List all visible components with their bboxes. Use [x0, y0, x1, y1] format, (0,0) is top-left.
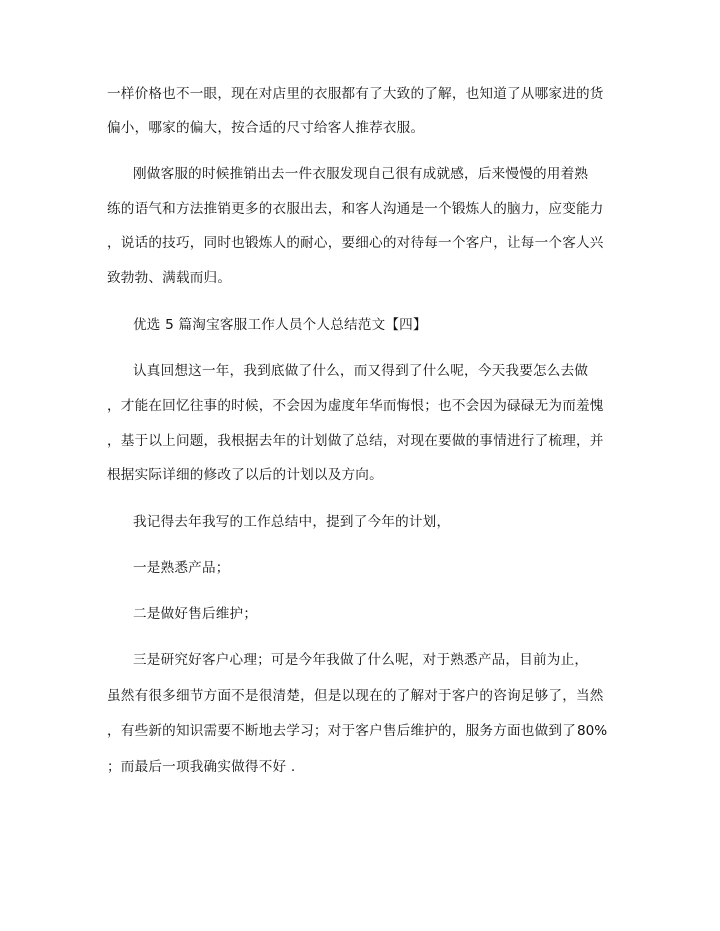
- text-line: 我记得去年我写的工作总结中，提到了今年的计划，: [133, 514, 451, 530]
- list-item: 三是研究好客户心理；可是今年我做了什么呢，对于熟悉产品，目前为止，: [133, 652, 589, 668]
- text-line: 致勃勃、满载而归。: [107, 270, 232, 286]
- text-line: ，说话的技巧，同时也锻炼人的耐心，要细心的对待每一个客户，让每一个客人兴: [107, 235, 604, 251]
- percent-value: 80%: [577, 723, 608, 739]
- text-line: 练的语气和方法推销更多的衣服出去，和客人沟通是一个锻炼人的脑力，应变能力: [107, 201, 604, 217]
- text-line: ，才能在回忆往事的时候，不会因为虚度年华而悔恨；也不会因为碌碌无为而羞愧: [107, 398, 604, 414]
- list-item: 二是做好售后维护；: [133, 606, 258, 622]
- text-line: 认真回想这一年，我到底做了什么，而又得到了什么呢，今天我要怎么去做: [133, 363, 589, 379]
- list-item: 一是熟悉产品；: [133, 560, 230, 576]
- text-line: 虽然有很多细节方面不是很清楚，但是以现在的了解对于客户的咨询足够了，当然: [107, 688, 604, 704]
- text-line: 刚做客服的时候推销出去一件衣服发现自己很有成就感，后来慢慢的用着熟: [133, 166, 589, 182]
- text-line: ；而最后一项我确实做得不好 .: [107, 759, 296, 775]
- text-line: 根据实际详细的修改了以后的计划以及方向。: [107, 467, 383, 483]
- text-line: ，基于以上问题，我根据去年的计划做了总结，对现在要做的事情进行了梳理，并: [107, 433, 604, 449]
- text-line: ，有些新的知识需要不断地去学习；对于客户售后维护的，服务方面也做到了: [107, 723, 576, 739]
- text-line: 偏小，哪家的偏大，按合适的尺寸给客人推荐衣服。: [107, 120, 425, 136]
- section-heading: 优选 5 篇淘宝客服工作人员个人总结范文【四】: [133, 317, 427, 333]
- text-line: 一样价格也不一眼，现在对店里的衣服都有了大致的了解，也知道了从哪家进的货: [107, 86, 604, 102]
